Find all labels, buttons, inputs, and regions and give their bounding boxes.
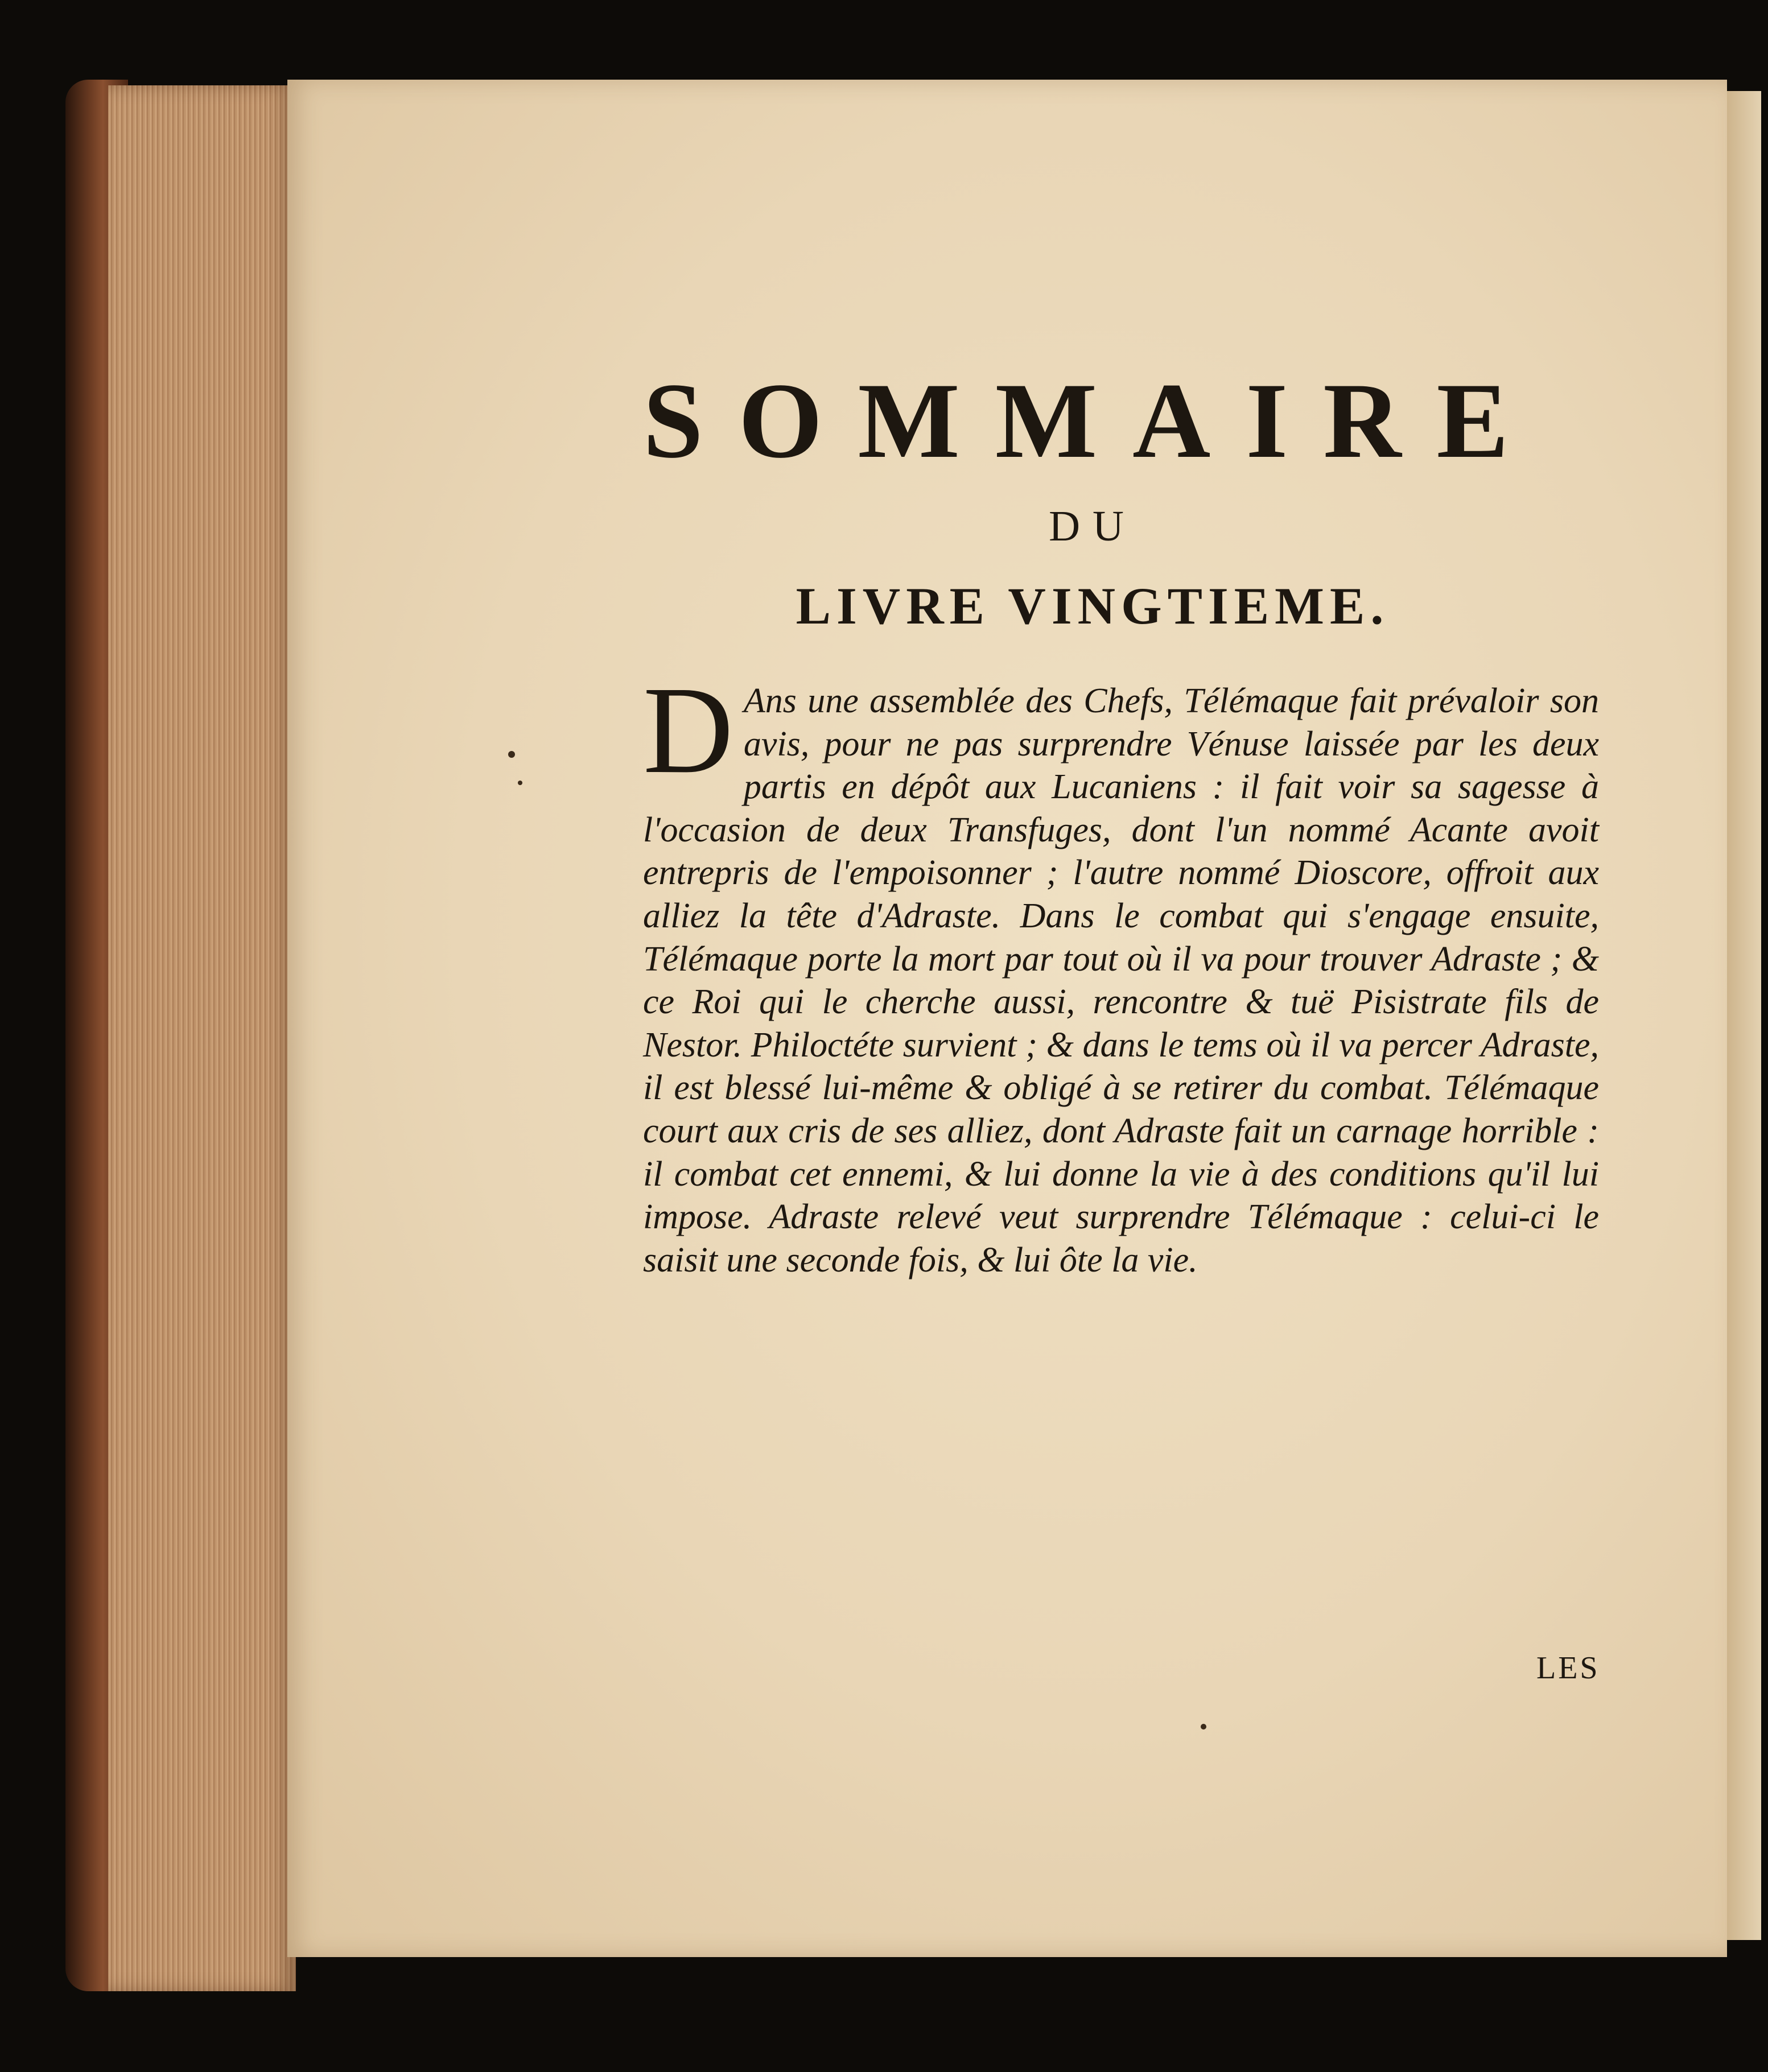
drop-cap: D bbox=[643, 661, 733, 799]
page-title: SOMMAIRE bbox=[643, 361, 1544, 481]
summary-text: Ans une assemblée des Chefs, Télémaque fait prévaloir son avis, pour ne pas surprendre Vénuse laissée par les deux partis en dépôt aux Lucaniens : il fait voir sa sagesse à l'occasion de deux Transfuges, dont l'un nommé Acante avoit entrepris de l'empoisonner ; l'autre nommé Dioscore, offroit aux alliez la tête d'Adraste. Dans le combat qui s'engage ensuite, Télémaque porte la mort par tout où il va pour trouver Adraste ; & ce Roi qui le cherche aussi, rencontre & tuë Pisistrate fils de Nestor. Philoctéte survient ; & dans le tems où il va percer Adraste, il est blessé lui-même & obligé à se retirer du combat. Télémaque court aux cris de ses alliez, dont Adraste fait un carnage horrible : il combat cet ennemi, & lui donne la vie à des conditions qu'il lui impose. Adraste relevé veut surprendre Télémaque : celui-ci le saisit une seconde fois, & lui ôte la vie. bbox=[643, 682, 1599, 1279]
ink-spot bbox=[508, 751, 515, 758]
facing-page-edge bbox=[1727, 91, 1761, 1940]
subtitle-livre: LIVRE VINGTIEME. bbox=[796, 577, 1390, 635]
subtitle-du: DU bbox=[1049, 502, 1136, 550]
ink-spot bbox=[1201, 1724, 1206, 1730]
catchword: LES bbox=[1536, 1650, 1600, 1686]
summary-paragraph bbox=[643, 661, 1599, 1282]
page-edges bbox=[108, 85, 296, 1991]
ink-spot bbox=[518, 781, 522, 785]
